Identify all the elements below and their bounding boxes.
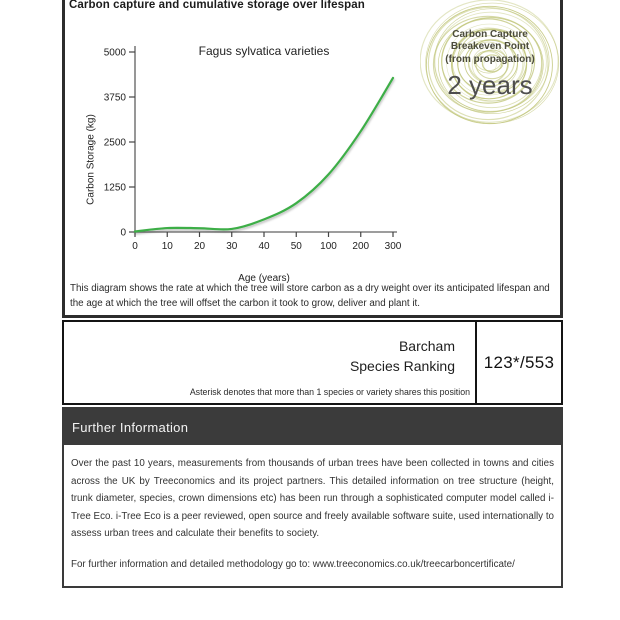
svg-text:100: 100 (320, 241, 337, 252)
chart-section (62, 0, 563, 318)
badge-line-1: Carbon Capture (452, 28, 528, 40)
further-information-title: Further Information (72, 419, 189, 435)
methodology-link-line: For further information and detailed methodology go to: www.treeconomics.co.uk/treecarboncertificate/ (71, 558, 515, 570)
breakeven-badge-text (420, 0, 560, 129)
further-information-paragraph: Over the past 10 years, measurements from thousands of urban trees have been collected in towns and cities across the UK by Treeconomics and its project partners. This detailed information on tree structure (height, trunk diameter, species, crown dimensions etc) has been run through a sophisticated computer model called i-Tree Eco. i-Tree Eco is a peer reviewed, open source and freely available software suite, used internationally to assess urban trees and calculate their benefits to society. (71, 458, 554, 540)
ranking-label (350, 336, 455, 376)
svg-text:0: 0 (132, 241, 138, 252)
chart-title: Fagus sylvatica varieties (198, 44, 330, 58)
svg-text:0: 0 (120, 227, 126, 239)
svg-text:2500: 2500 (103, 137, 126, 149)
carbon-chart (65, 18, 415, 284)
ranking-label-line-2: Species Ranking (349, 358, 455, 374)
chart-y-axis-label: Carbon Storage (kg) (85, 114, 97, 205)
species-ranking-section (62, 320, 563, 405)
svg-text:5000: 5000 (103, 47, 126, 59)
svg-text:300: 300 (384, 241, 402, 252)
ranking-value-cell (477, 322, 561, 403)
svg-text:1250: 1250 (103, 182, 126, 194)
svg-text:40: 40 (258, 241, 270, 252)
svg-text:50: 50 (290, 241, 302, 252)
further-information-header (64, 409, 561, 445)
ranking-asterisk-note: Asterisk denotes that more than 1 species or variety shares this position (189, 387, 470, 397)
ranking-label-cell (64, 322, 477, 403)
chart-description: This diagram shows the rate at which the tree will store carbon as a dry weight over its anticipated lifespan and the age at which the tree will offset the carbon it took to grow, deliver and plant it. (70, 283, 550, 309)
further-information-section (62, 407, 563, 588)
svg-text:200: 200 (352, 241, 370, 252)
breakeven-badge (420, 0, 560, 129)
ranking-value: 123*/553 (483, 352, 555, 372)
svg-text:30: 30 (226, 241, 238, 252)
certificate-header: Carbon capture and cumulative storage over lifespan (69, 0, 365, 11)
svg-text:10: 10 (161, 241, 173, 252)
svg-text:20: 20 (193, 241, 206, 252)
ranking-label-line-1: Barcham (398, 338, 455, 354)
chart-x-axis-label: Age (years) (238, 273, 290, 284)
further-information-body (64, 445, 561, 570)
svg-text:3750: 3750 (103, 92, 126, 104)
badge-line-3: (from propagation) (445, 53, 535, 65)
breakeven-value: 2 years (447, 70, 533, 101)
badge-line-2: Breakeven Point (450, 41, 530, 53)
